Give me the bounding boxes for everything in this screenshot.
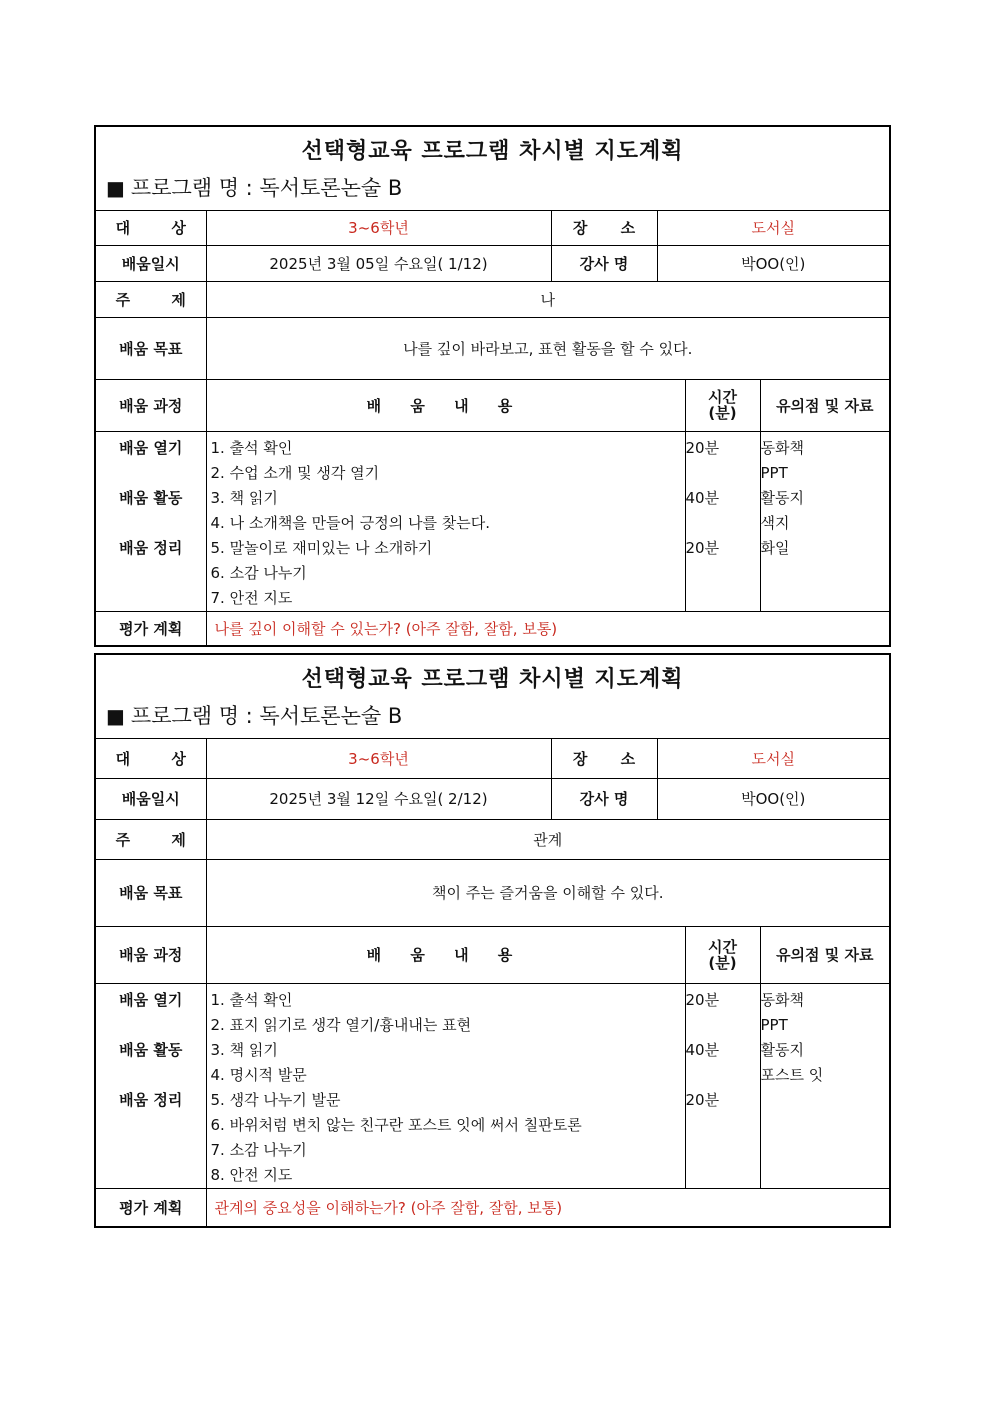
goal-value: 나를 깊이 바라보고, 표현 활동을 할 수 있다. [206,317,890,379]
list-item: 2. 수업 소개 및 생각 열기 [210,463,380,482]
topic-label: 주 제 [95,281,206,317]
time-list [685,431,760,611]
instructor-value: 박OO(인) [657,245,890,281]
material-item: PPT [760,463,788,482]
list-item: 4. 명시적 발문 [210,1065,307,1084]
evaluation-value: 나를 깊이 이해할 수 있는가? (아주 잘함, 잘함, 보통) [206,611,890,646]
goal-label: 배움 목표 [95,317,206,379]
lesson-plan-2 [94,653,891,1228]
goal-label: 배움 목표 [95,859,206,926]
time-header: 시간 (분) [685,379,760,431]
time-header: 시간 (분) [685,926,760,983]
topic-label: 주 제 [95,819,206,859]
time-item: 20분 [685,1090,720,1109]
list-item: 7. 소감 나누기 [210,1140,307,1159]
material-item: 동화책 [760,990,804,1009]
phase-wrapup: 배움 정리 [119,1090,183,1109]
time-item: 40분 [685,1040,720,1059]
square-bullet-icon: ■ [106,704,125,729]
target-value: 3~6학년 [206,738,551,778]
plan-title: 선택형교육 프로그램 차시별 지도계획 [301,667,684,693]
evaluation-label: 평가 계획 [95,611,206,646]
list-item: 1. 출석 확인 [210,438,293,457]
list-item: 7. 안전 지도 [210,588,293,607]
content-header: 배 움 내 용 [206,379,685,431]
phase-activity: 배움 활동 [119,488,183,507]
datetime-value: 2025년 3월 12일 수요일( 2/12) [206,778,551,819]
materials-header: 유의점 및 자료 [760,379,890,431]
instructor-label: 강사 명 [551,245,657,281]
phase-activity: 배움 활동 [119,1040,183,1059]
evaluation-label: 평가 계획 [95,1188,206,1227]
time-item: 20분 [685,538,720,557]
datetime-label: 배움일시 [95,778,206,819]
time-item [686,1013,760,1038]
time-item: 20분 [685,438,720,457]
time-item [686,1063,760,1088]
target-label: 대 상 [95,738,206,778]
material-item: 동화책 [760,438,804,457]
topic-value: 나 [206,281,890,317]
time-item [686,511,760,536]
place-label: 장 소 [551,210,657,245]
step-list [206,983,685,1188]
list-item: 3. 책 읽기 [210,1040,278,1059]
instructor-label: 강사 명 [551,778,657,819]
place-value: 도서실 [657,738,890,778]
program-name: ■ 프로그램 명 : 독서토론논술 B [106,176,403,201]
list-item: 5. 말놀이로 재미있는 나 소개하기 [210,538,433,557]
materials-list [760,983,890,1188]
plan-header [95,654,890,738]
goal-value: 책이 주는 즐거움을 이해할 수 있다. [206,859,890,926]
list-item: 8. 안전 지도 [210,1165,293,1184]
phase-list [95,431,206,611]
topic-value: 관계 [206,819,890,859]
step-list [206,431,685,611]
phase-open: 배움 열기 [119,990,183,1009]
materials-list [760,431,890,611]
evaluation-value: 관계의 중요성을 이해하는가? (아주 잘함, 잘함, 보통) [206,1188,890,1227]
list-item: 3. 책 읽기 [210,488,278,507]
list-item: 6. 소감 나누기 [210,563,307,582]
material-item: 포스트 잇 [760,1065,824,1084]
time-list [685,983,760,1188]
material-item: 활동지 [760,488,804,507]
materials-header: 유의점 및 자료 [760,926,890,983]
target-label: 대 상 [95,210,206,245]
list-item: 5. 생각 나누기 발문 [210,1090,341,1109]
datetime-value: 2025년 3월 05일 수요일( 1/12) [206,245,551,281]
place-value: 도서실 [657,210,890,245]
material-item: 화일 [760,538,790,557]
list-item: 4. 나 소개책을 만들어 긍정의 나를 찾는다. [210,513,491,532]
list-item: 6. 바위처럼 변치 않는 친구란 포스트 잇에 써서 칠판토론 [210,1115,582,1134]
instructor-value: 박OO(인) [657,778,890,819]
square-bullet-icon: ■ [106,176,125,201]
plan-header [95,126,890,210]
datetime-label: 배움일시 [95,245,206,281]
material-item: 활동지 [760,1040,804,1059]
target-value: 3~6학년 [206,210,551,245]
list-item: 1. 출석 확인 [210,990,293,1009]
phase-wrapup: 배움 정리 [119,538,183,557]
content-header: 배 움 내 용 [206,926,685,983]
time-item [686,461,760,486]
material-item: PPT [760,1015,788,1034]
list-item: 2. 표지 읽기로 생각 열기/흉내내는 표현 [210,1015,472,1034]
program-name: ■ 프로그램 명 : 독서토론논술 B [106,704,403,729]
process-label: 배움 과정 [95,926,206,983]
time-item: 20분 [685,990,720,1009]
process-label: 배움 과정 [95,379,206,431]
place-label: 장 소 [551,738,657,778]
material-item: 색지 [760,513,790,532]
lesson-plan-1 [94,125,891,647]
time-item: 40분 [685,488,720,507]
phase-open: 배움 열기 [119,438,183,457]
plan-title: 선택형교육 프로그램 차시별 지도계획 [301,139,684,165]
phase-list [95,983,206,1188]
